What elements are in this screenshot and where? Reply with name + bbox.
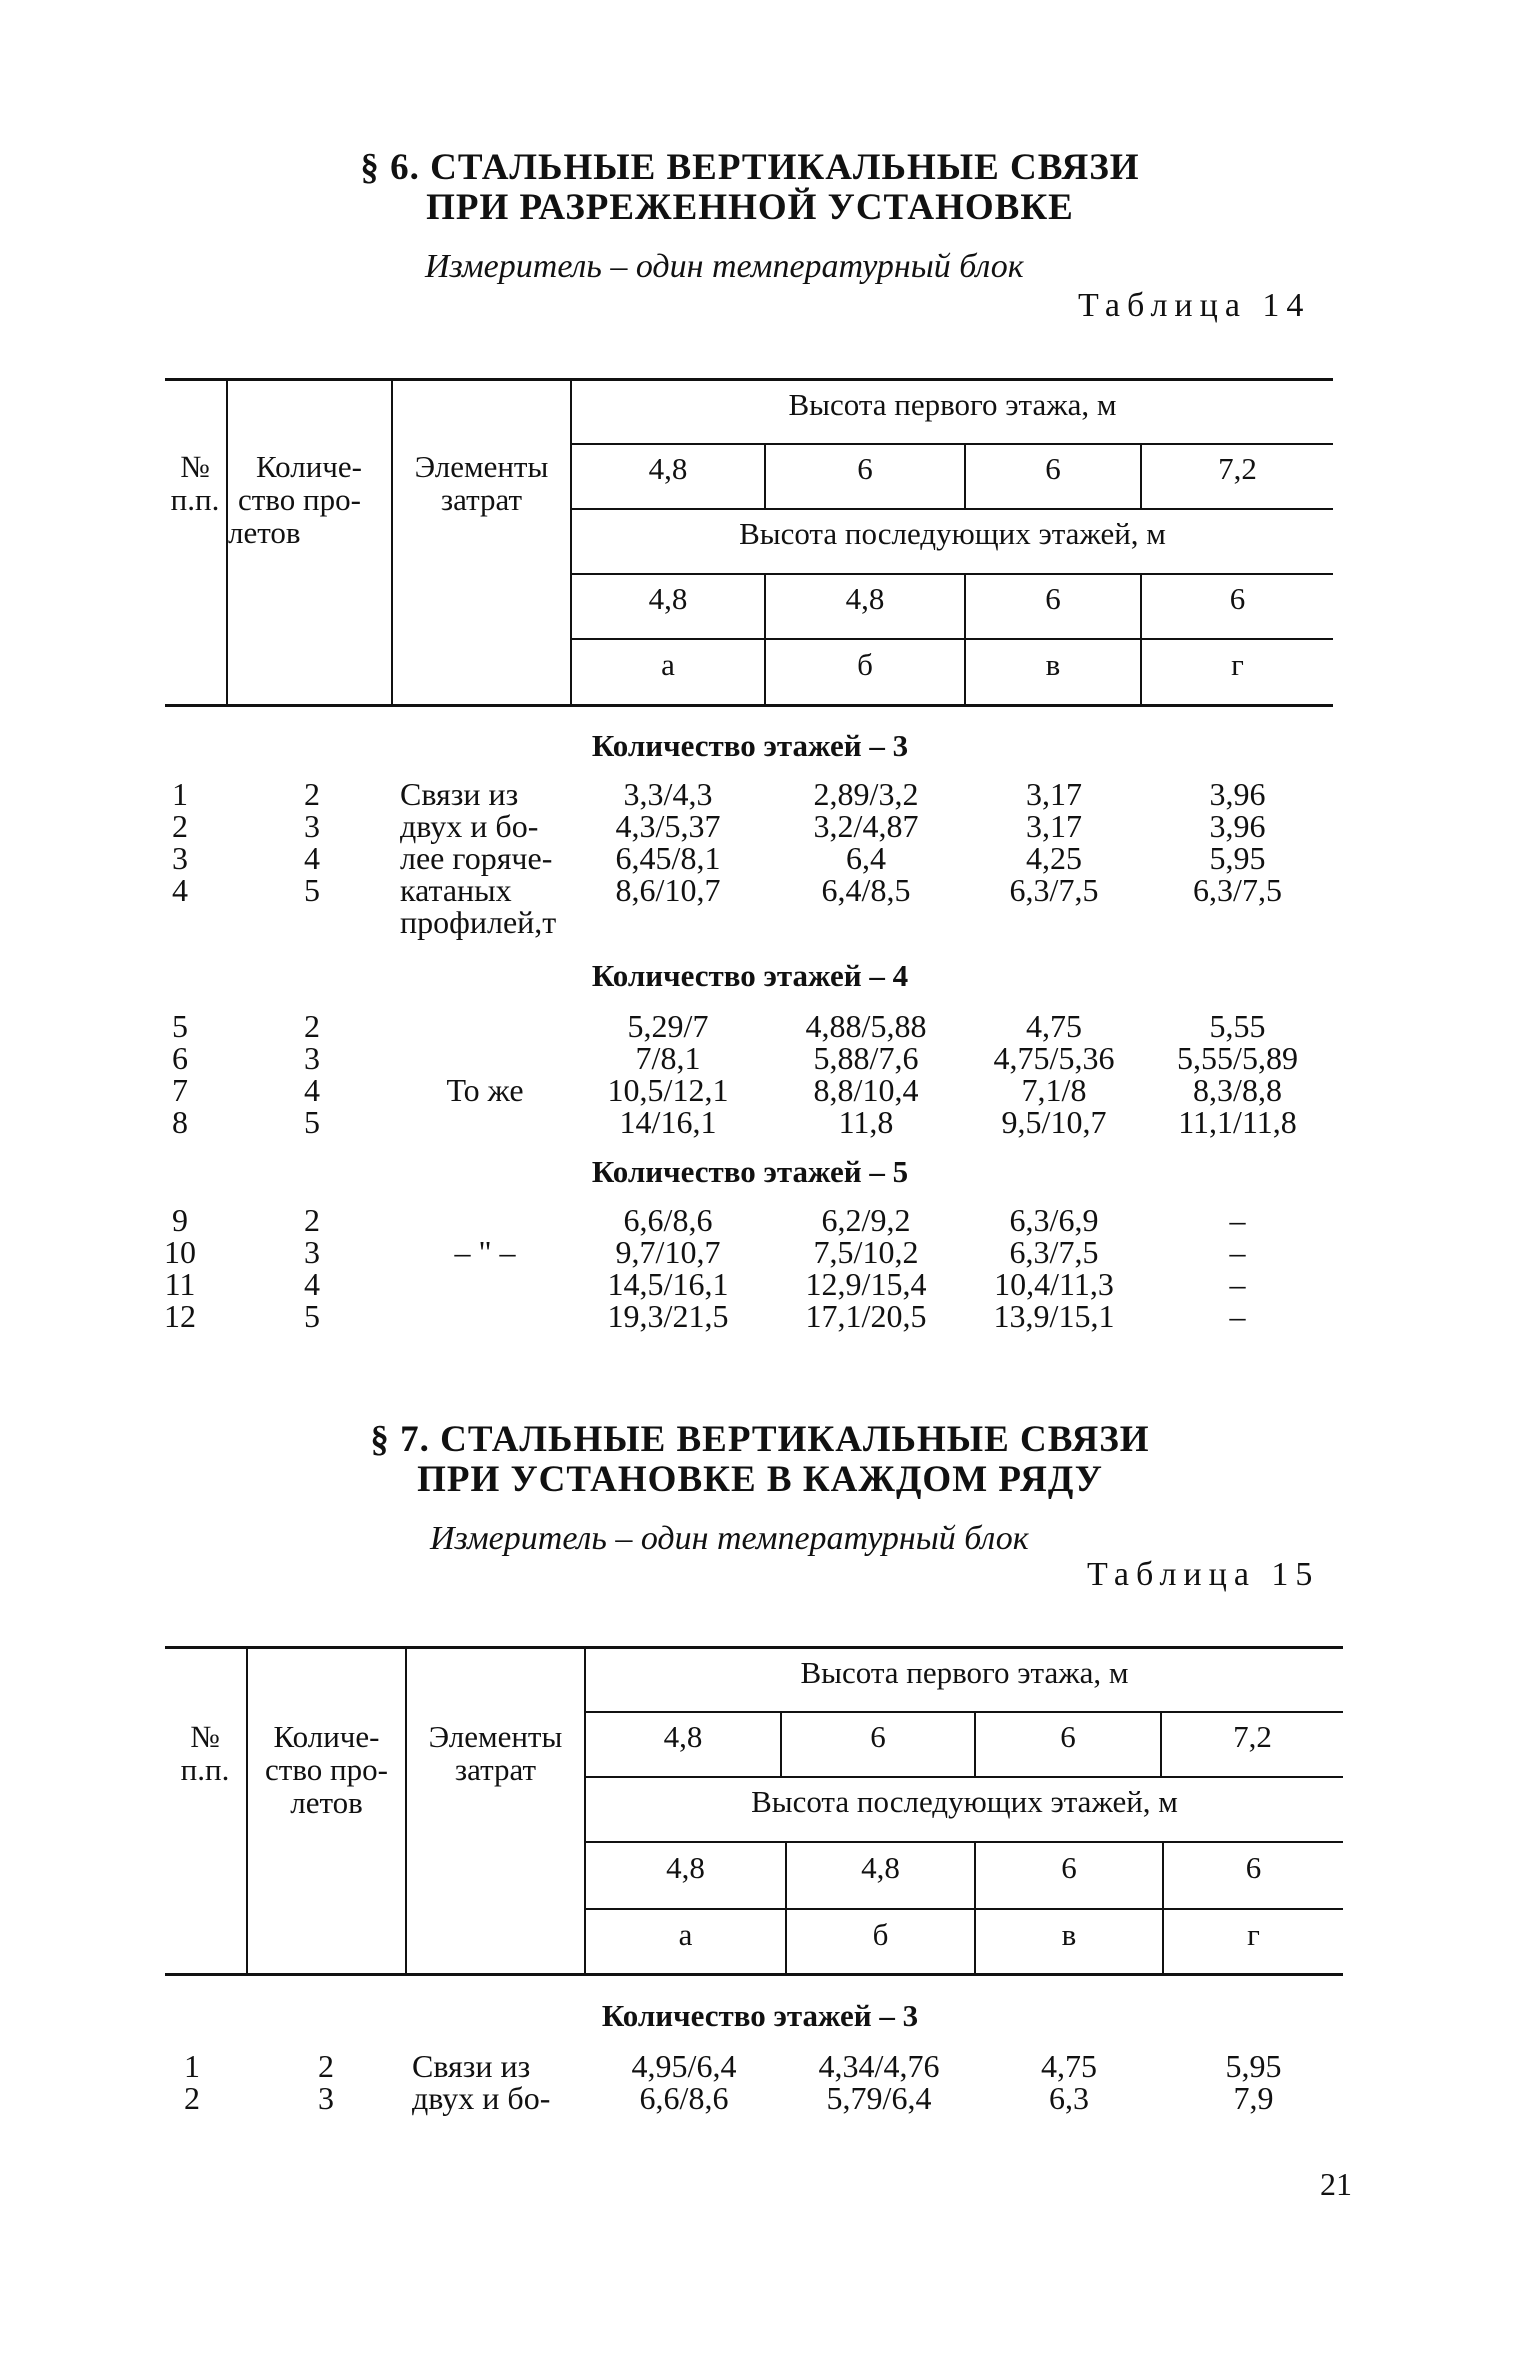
row-number: 5: [172, 1008, 188, 1044]
value-g: 3,96: [1209, 808, 1266, 844]
value-v: 3,17: [1026, 808, 1082, 844]
table15-letter-g: г: [1247, 1917, 1260, 1952]
value-g: –: [1229, 1298, 1246, 1334]
table-row: [0, 810, 1535, 842]
num-header-line1: №: [180, 449, 210, 484]
row-spans: 2: [304, 1008, 320, 1044]
table14-spans-header: [228, 450, 388, 549]
value-v: 4,75/5,36: [993, 1040, 1115, 1076]
row-number: 12: [164, 1298, 196, 1334]
table15-first-floor-b: 6: [870, 1719, 886, 1754]
elements-header-line2: затрат: [454, 1752, 537, 1787]
table15-letter-b: б: [872, 1917, 889, 1952]
table15-sub-rule-1: [584, 1711, 1343, 1713]
table15-elements-header: [407, 1720, 584, 1786]
element-description: [400, 778, 556, 938]
table-row: [0, 2082, 1535, 2114]
row-spans: 3: [304, 1234, 320, 1270]
value-g: 5,95: [1225, 2048, 1282, 2084]
value-a: 8,6/10,7: [615, 872, 721, 908]
element-same: – " –: [454, 1234, 516, 1270]
group-title: Количество этажей – 5: [591, 1154, 909, 1189]
table15-next-floor-v: 6: [1061, 1850, 1077, 1885]
value-g: 7,9: [1233, 2080, 1274, 2116]
value-g: 11,1/11,8: [1178, 1104, 1297, 1140]
table14-first-floor-b: 6: [857, 451, 873, 486]
elements-header-line1: Элементы: [428, 1719, 563, 1754]
table15-top-rule: [165, 1646, 1343, 1649]
table-row: [0, 842, 1535, 874]
table14-first-floor-g: 7,2: [1218, 451, 1257, 486]
value-g: –: [1229, 1234, 1246, 1270]
row-spans: 2: [318, 2048, 334, 2084]
row-number: 7: [172, 1072, 188, 1108]
row-number: 11: [164, 1266, 196, 1302]
table15-header-bottom-rule: [165, 1973, 1343, 1976]
section7-heading-line1: § 7. СТАЛЬНЫЕ ВЕРТИКАЛЬНЫЕ СВЯЗИ: [370, 1419, 1150, 1460]
element-line: двух и бо-: [412, 2080, 551, 2116]
spans-header-line2: ство про-: [265, 1752, 388, 1787]
value-a: 5,29/7: [627, 1008, 709, 1044]
num-header-line2: п.п.: [180, 1752, 230, 1787]
row-number: 8: [172, 1104, 188, 1140]
value-b: 6,4: [846, 840, 886, 876]
spans-header-line1: Количе-: [273, 1719, 380, 1754]
row-spans: 4: [304, 1072, 320, 1108]
value-g: 6,3/7,5: [1193, 872, 1282, 908]
table14-sub-rule-3: [570, 573, 1333, 575]
row-number: 10: [164, 1234, 196, 1270]
row-spans: 3: [318, 2080, 334, 2116]
table-row: [0, 874, 1535, 906]
value-v: 6,3: [1049, 2080, 1089, 2116]
table-row: [0, 1106, 1535, 1138]
value-b: 12,9/15,4: [805, 1266, 927, 1302]
table14-label: Таблица 14: [1078, 287, 1311, 324]
value-a: 9,7/10,7: [615, 1234, 721, 1270]
table15-first-floor-v: 6: [1060, 1719, 1076, 1754]
table14-letter-a: а: [661, 647, 675, 682]
table15-next-floor-a: 4,8: [666, 1850, 705, 1885]
table14-next-floor-b: 4,8: [845, 581, 885, 616]
table14-first-floor-title: Высота первого этажа, м: [788, 387, 1117, 422]
table15-first-floor-title: Высота первого этажа, м: [800, 1655, 1129, 1690]
row-number: 2: [184, 2080, 200, 2116]
table14-elements-header: [393, 450, 570, 516]
table14-top-rule: [165, 378, 1333, 381]
value-g: 5,55/5,89: [1177, 1040, 1298, 1076]
table15-col-divider-2: [405, 1646, 407, 1975]
element-line: Связи из: [412, 2048, 531, 2084]
value-v: 7,1/8: [1021, 1072, 1087, 1108]
row-number: 2: [172, 808, 188, 844]
value-b: 7,5/10,2: [813, 1234, 919, 1270]
element-line: Связи из: [400, 776, 519, 812]
table14-letter-g: г: [1231, 647, 1244, 682]
section6-heading: [300, 148, 1200, 228]
value-b: 2,89/3,2: [813, 776, 919, 812]
table14-first-floor-a: 4,8: [648, 451, 688, 486]
table15-spans-header: [248, 1720, 405, 1819]
value-v: 6,3/6,9: [1009, 1202, 1099, 1238]
spans-header-line3: летов: [290, 1785, 363, 1820]
row-number: 1: [184, 2048, 200, 2084]
value-a: 4,95/6,4: [631, 2048, 737, 2084]
value-v: 13,9/15,1: [993, 1298, 1115, 1334]
value-v: 4,75: [1041, 2048, 1097, 2084]
table14-col-divider-2: [391, 378, 393, 706]
table-row: [0, 1204, 1535, 1236]
value-v: 10,4/11,3: [994, 1266, 1114, 1302]
value-b: 6,4/8,5: [821, 872, 911, 908]
table14-sub-rule-4: [570, 638, 1333, 640]
table-row: [0, 778, 1535, 810]
table14-next-floor-a: 4,8: [648, 581, 688, 616]
value-a: 14/16,1: [619, 1104, 717, 1140]
elements-header-line1: Элементы: [414, 449, 549, 484]
table15-next-floors-title: Высота последующих этажей, м: [751, 1784, 1178, 1819]
section7-heading-line2: ПРИ УСТАНОВКЕ В КАЖДОМ РЯДУ: [417, 1459, 1103, 1500]
value-b: 17,1/20,5: [805, 1298, 927, 1334]
table-row: [0, 1300, 1535, 1332]
table15-num-header: [165, 1720, 245, 1786]
row-spans: 5: [304, 1298, 320, 1334]
value-b: 5,79/6,4: [826, 2080, 932, 2116]
value-b: 4,34/4,76: [818, 2048, 940, 2084]
table15-next-floor-g: 6: [1245, 1850, 1262, 1885]
value-a: 6,6/8,6: [639, 2080, 729, 2116]
table-row: [0, 1042, 1535, 1074]
group-title: Количество этажей – 3: [591, 728, 909, 763]
value-g: 3,96: [1209, 776, 1266, 812]
value-a: 14,5/16,1: [607, 1266, 729, 1302]
element-line: катаных: [400, 872, 512, 908]
section6-meter: Измеритель – один температурный блок: [425, 248, 1024, 285]
element-line: лее горяче-: [400, 840, 553, 876]
value-b: 4,88/5,88: [805, 1008, 927, 1044]
section7-meter: Измеритель – один температурный блок: [430, 1520, 1029, 1557]
table15-first-floor-a: 4,8: [663, 1719, 703, 1754]
table15-sub-rule-3: [584, 1841, 1343, 1843]
table15-letter-a: а: [678, 1917, 693, 1952]
page-number: 21: [1320, 2166, 1352, 2202]
elements-header-line2: затрат: [440, 482, 523, 517]
value-v: 4,75: [1026, 1008, 1082, 1044]
value-a: 7/8,1: [635, 1040, 701, 1076]
value-b: 3,2/4,87: [813, 808, 919, 844]
table15-label: Таблица 15: [1087, 1556, 1320, 1593]
table-row: [0, 1268, 1535, 1300]
value-b: 6,2/9,2: [821, 1202, 911, 1238]
table14-letter-b: б: [857, 647, 873, 682]
table15-letter-v: в: [1061, 1917, 1077, 1952]
value-g: 5,55: [1209, 1008, 1266, 1044]
table-row: [0, 1074, 1535, 1106]
table15-sub-rule-4: [584, 1908, 1343, 1910]
value-g: –: [1229, 1202, 1246, 1238]
section6-heading-line1: § 6. СТАЛЬНЫЕ ВЕРТИКАЛЬНЫЕ СВЯЗИ: [360, 147, 1140, 188]
row-number: 1: [172, 776, 188, 812]
value-v: 4,25: [1026, 840, 1082, 876]
table14-header-bottom-rule: [165, 704, 1333, 707]
spans-header-line1: Количе-: [256, 449, 362, 484]
row-spans: 2: [304, 1202, 320, 1238]
table14-next-floors-title: Высота последующих этажей, м: [739, 516, 1166, 551]
table14-next-floor-v: 6: [1045, 581, 1061, 616]
value-g: –: [1229, 1266, 1246, 1302]
value-a: 6,6/8,6: [623, 1202, 713, 1238]
row-number: 3: [172, 840, 188, 876]
table15-first-floor-g: 7,2: [1233, 1719, 1272, 1754]
row-spans: 3: [304, 1040, 320, 1076]
section6-heading-line2: ПРИ РАЗРЕЖЕННОЙ УСТАНОВКЕ: [426, 187, 1074, 228]
table-row: [0, 1236, 1535, 1268]
value-v: 6,3/7,5: [1009, 1234, 1099, 1270]
value-v: 6,3/7,5: [1009, 872, 1099, 908]
table-row: [0, 1010, 1535, 1042]
value-v: 9,5/10,7: [1001, 1104, 1107, 1140]
value-a: 6,45/8,1: [615, 840, 721, 876]
element-line: двух и бо-: [400, 808, 539, 844]
table14-sub-rule-2: [570, 508, 1333, 510]
value-b: 11,8: [838, 1104, 894, 1140]
spans-header-line2: ство про-: [238, 482, 361, 517]
table14-letter-v: в: [1045, 647, 1061, 682]
row-spans: 4: [304, 840, 320, 876]
table15-sub-rule-2: [584, 1776, 1343, 1778]
row-number: 9: [172, 1202, 188, 1238]
value-a: 19,3/21,5: [607, 1298, 729, 1334]
value-g: 8,3/8,8: [1193, 1072, 1282, 1108]
table14-num-header: [155, 450, 235, 516]
row-spans: 5: [304, 872, 320, 908]
spans-header-line3: летов: [228, 515, 301, 550]
table14-next-floor-g: 6: [1229, 581, 1246, 616]
section7-heading: [310, 1420, 1210, 1500]
element-same: То же: [446, 1072, 524, 1108]
row-spans: 5: [304, 1104, 320, 1140]
group-title: Количество этажей – 4: [591, 958, 909, 993]
row-spans: 2: [304, 776, 320, 812]
num-header-line2: п.п.: [170, 482, 220, 517]
value-a: 3,3/4,3: [623, 776, 713, 812]
value-a: 10,5/12,1: [607, 1072, 729, 1108]
table-row: [0, 2050, 1535, 2082]
value-b: 8,8/10,4: [813, 1072, 919, 1108]
element-line: профилей,т: [400, 904, 557, 940]
group-title: Количество этажей – 3: [601, 1998, 919, 2033]
table14-sub-rule-1: [570, 443, 1333, 445]
table15-next-floor-b: 4,8: [861, 1850, 900, 1885]
value-v: 3,17: [1026, 776, 1082, 812]
row-spans: 4: [304, 1266, 320, 1302]
row-number: 4: [172, 872, 188, 908]
num-header-line1: №: [190, 1719, 220, 1754]
value-a: 4,3/5,37: [615, 808, 721, 844]
value-b: 5,88/7,6: [813, 1040, 919, 1076]
row-number: 6: [172, 1040, 188, 1076]
row-spans: 3: [304, 808, 320, 844]
table14-first-floor-v: 6: [1045, 451, 1061, 486]
value-g: 5,95: [1209, 840, 1266, 876]
